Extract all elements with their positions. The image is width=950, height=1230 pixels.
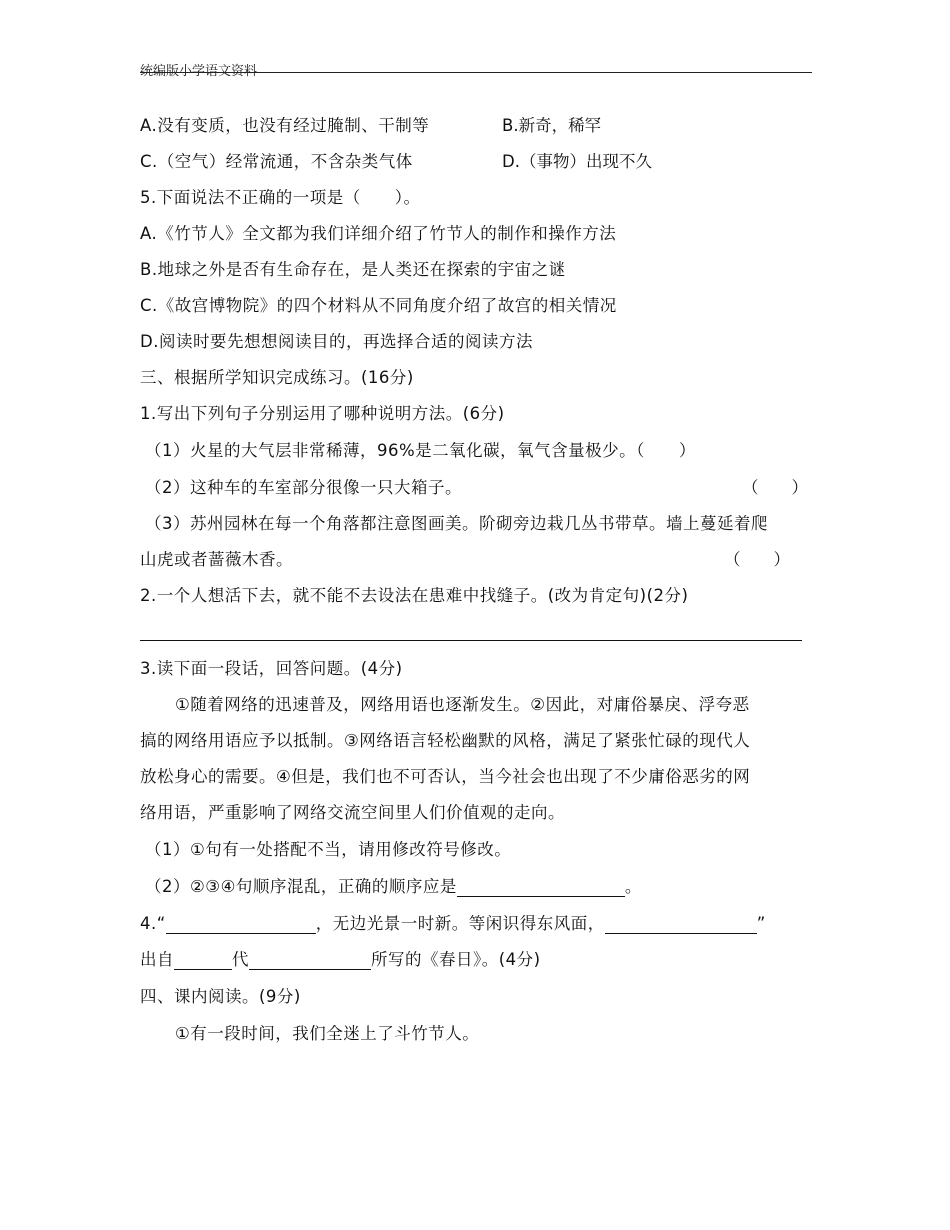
- s3-q3-stem: 3.读下面一段话，回答问题。(4分): [140, 659, 403, 678]
- s3-q1-sentence-3-line1: （3）苏州园林在每一个角落都注意图画美。阶砌旁边栽几丛书带草。墙上蔓延着爬: [145, 514, 768, 533]
- s3-q3-sub2-blank[interactable]: [457, 879, 625, 897]
- q5-option-b: B.地球之外是否有生命存在，是人类还在探索的宇宙之谜: [140, 260, 566, 279]
- q5-option-d: D.阅读时要先想想阅读目的，再选择合适的阅读方法: [140, 332, 533, 351]
- s3-q3-paragraph-line1: ①随着网络的迅速普及，网络用语也逐渐发生。②因此，对庸俗暴戾、浮夸恶: [175, 695, 750, 714]
- s3-q1-sentence-3-line2: 山虎或者蔷薇木香。: [140, 550, 293, 569]
- s3-q2-stem: 2.一个人想活下去，就不能不去设法在患难中找缝子。(改为肯定句)(2分): [140, 586, 689, 605]
- s3-q4-blank-2[interactable]: [605, 916, 757, 934]
- s3-q1-answer-paren-2[interactable]: （ ）: [742, 478, 808, 497]
- page-header: 统编版小学语文资料: [140, 64, 258, 79]
- s3-q4-line2: [140, 946, 541, 970]
- s3-q4-tail-text: 所写的《春日》。(4分): [371, 950, 541, 969]
- s3-q3-paragraph-line3: 放松身心的需要。④但是，我们也不可否认，当今社会也出现了不少庸俗恶劣的网: [140, 767, 751, 786]
- q5-option-a: A.《竹节人》全文都为我们详细介绍了竹节人的制作和操作方法: [140, 224, 617, 243]
- q4-option-d: D.（事物）出现不久: [502, 152, 652, 171]
- section3-title: 三、根据所学知识完成练习。(16分): [140, 368, 414, 387]
- q4-option-c: C.（空气）经常流通，不含杂类气体: [140, 152, 413, 171]
- header-rule: [140, 72, 812, 73]
- s3-q1-answer-paren-3[interactable]: （ ）: [724, 550, 790, 569]
- q5-option-c: C.《故宫博物院》的四个材料从不同角度介绍了故宫的相关情况: [140, 296, 617, 315]
- s3-q1-sentence-1: （1）火星的大气层非常稀薄，96%是二氧化碳，氧气含量极少。（ ）: [145, 441, 696, 460]
- s3-q2-answer-line[interactable]: [140, 640, 802, 641]
- q4-option-a: A.没有变质，也没有经过腌制、干制等: [140, 116, 430, 135]
- s3-q3-sub2: [145, 873, 642, 897]
- s3-q4-close-quote: ”: [756, 914, 766, 933]
- s3-q4-open-quote: 4.“: [140, 914, 166, 933]
- s3-q4-middle-text: ，无边光景一时新。等闲识得东风面，: [315, 914, 605, 933]
- section4-title: 四、课内阅读。(9分): [140, 987, 301, 1006]
- s3-q3-sub2-end: 。: [624, 877, 642, 896]
- q4-option-b: B.新奇，稀罕: [502, 116, 602, 135]
- s3-q3-paragraph-line2: 搞的网络用语应予以抵制。③网络语言轻松幽默的风格，满足了紧张忙碌的现代人: [140, 731, 751, 750]
- s3-q4-author-blank[interactable]: [249, 952, 371, 970]
- s3-q4-from-text: 出自: [140, 950, 174, 969]
- q5-stem: 5.下面说法不正确的一项是（ ）。: [140, 188, 421, 207]
- s3-q4-dynasty-text: 代: [232, 950, 249, 969]
- s3-q4-dynasty-blank[interactable]: [174, 952, 232, 970]
- s3-q4-blank-1[interactable]: [166, 916, 316, 934]
- s3-q3-sub1: （1）①句有一处搭配不当，请用修改符号修改。: [145, 840, 512, 859]
- s3-q1-stem: 1.写出下列句子分别运用了哪种说明方法。(6分): [140, 404, 505, 423]
- s3-q3-sub2-text: （2）②③④句顺序混乱，正确的顺序应是: [145, 877, 457, 896]
- s3-q4-line1: [140, 910, 766, 934]
- s3-q3-paragraph-line4: 络用语，严重影响了网络交流空间里人们价值观的走向。: [140, 803, 565, 822]
- section4-paragraph-1: ①有一段时间，我们全迷上了斗竹节人。: [175, 1024, 480, 1043]
- s3-q1-sentence-2: （2）这种车的车室部分很像一只大箱子。: [145, 478, 462, 497]
